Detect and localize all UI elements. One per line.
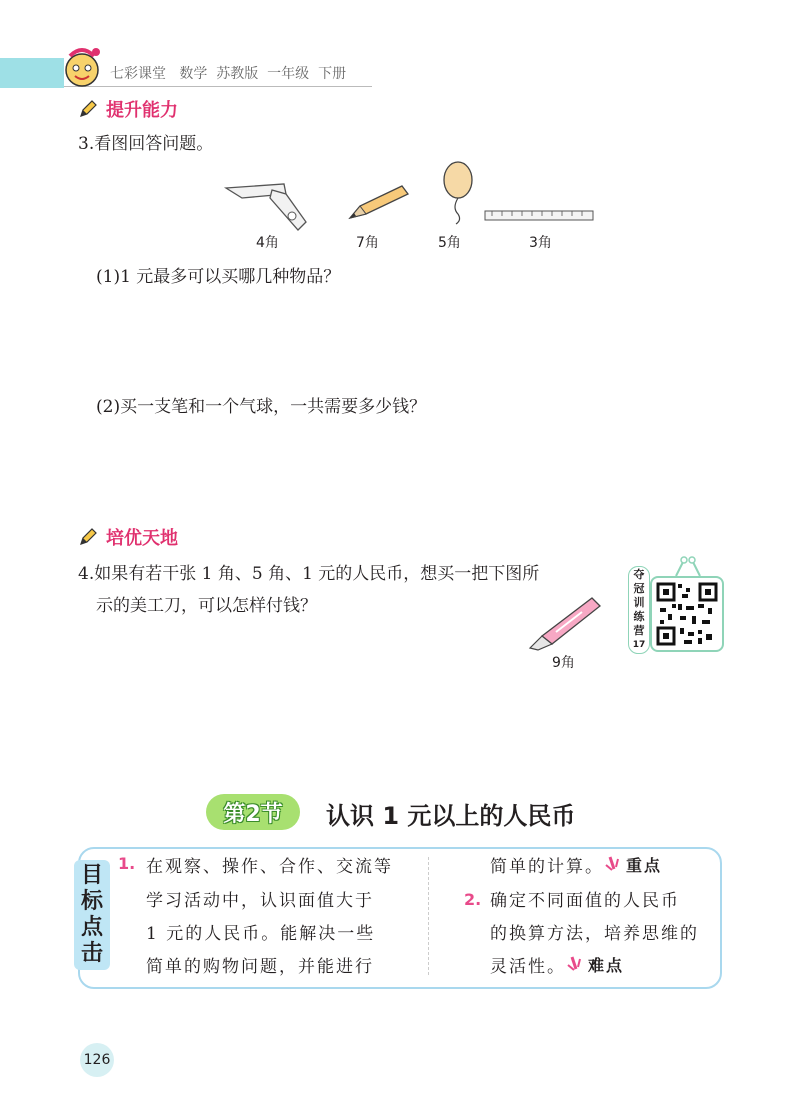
pencil-icon <box>78 527 98 547</box>
goal-1-line: 简单的购物问题，并能进行 <box>146 957 374 977</box>
goal-1-line: 1 元的人民币。能解决一些 <box>146 924 376 944</box>
pencil-icon <box>78 99 98 119</box>
section-ability-title: 提升能力 <box>106 100 178 121</box>
section-excel-heading <box>78 524 178 550</box>
ruler-icon <box>484 210 596 222</box>
camp-label: 夺 冠 训 练 营 17 <box>628 566 650 654</box>
goal-1-line: 在观察、操作、合作、交流等 <box>146 857 393 877</box>
price-ruler-square: 4角 <box>256 235 279 251</box>
goal-2-line: 确定不同面值的人民币 <box>490 891 680 911</box>
goal-2-number: 2. <box>464 890 482 909</box>
question-4-line1: 4.如果有若干张 1 角、5 角、1 元的人民币，想买一把下图所 <box>78 564 540 584</box>
question-3-sub1: (1)1 元最多可以买哪几种物品？ <box>96 267 341 287</box>
header-text: 七彩课堂 数学 苏教版 一年级 下册 <box>110 66 347 82</box>
page-number: 126 <box>80 1043 114 1077</box>
section-ability-heading <box>78 96 178 122</box>
goal-tab: 目 标 点 击 <box>74 860 110 970</box>
header-band <box>0 58 64 88</box>
price-ruler: 3角 <box>529 235 552 251</box>
header-rule <box>64 86 372 87</box>
section-excel-title: 培优天地 <box>106 528 178 549</box>
key-point-tag: 重点 <box>626 853 662 876</box>
goal-2-last-line: 灵活性。 难点 <box>490 952 624 977</box>
utility-knife-icon <box>526 592 606 652</box>
question-3-sub2: (2)买一支笔和一个气球，一共需要多少钱？ <box>96 397 427 417</box>
price-knife: 9角 <box>552 655 575 671</box>
qr-pattern-icon <box>654 580 720 648</box>
question-4-line2: 示的美工刀，可以怎样付钱？ <box>96 596 317 616</box>
price-pencil: 7角 <box>356 235 379 251</box>
exclaim-icon <box>604 855 626 875</box>
goal-2-line: 的换算方法，培养思维的 <box>490 924 699 944</box>
section-2-badge: 第2节 <box>206 794 300 830</box>
antenna-icon <box>668 556 708 578</box>
price-balloon: 5角 <box>438 235 461 251</box>
ruler-square-icon <box>222 180 308 232</box>
qr-code[interactable] <box>650 576 724 652</box>
goal-divider <box>428 857 429 975</box>
question-3-prompt: 3.看图回答问题。 <box>78 134 214 154</box>
difficult-point-tag: 难点 <box>588 953 624 976</box>
goal-1-continuation: 简单的计算。 重点 <box>490 852 662 877</box>
mascot-icon <box>56 42 110 90</box>
goal-1-line: 学习活动中，认识面值大于 <box>146 891 374 911</box>
section-2-title: 认识 1 元以上的人民币 <box>326 802 576 830</box>
goal-1-number: 1. <box>118 854 136 873</box>
exclaim-icon <box>566 955 588 975</box>
balloon-icon <box>440 160 476 226</box>
pencil-item-icon <box>346 182 410 222</box>
